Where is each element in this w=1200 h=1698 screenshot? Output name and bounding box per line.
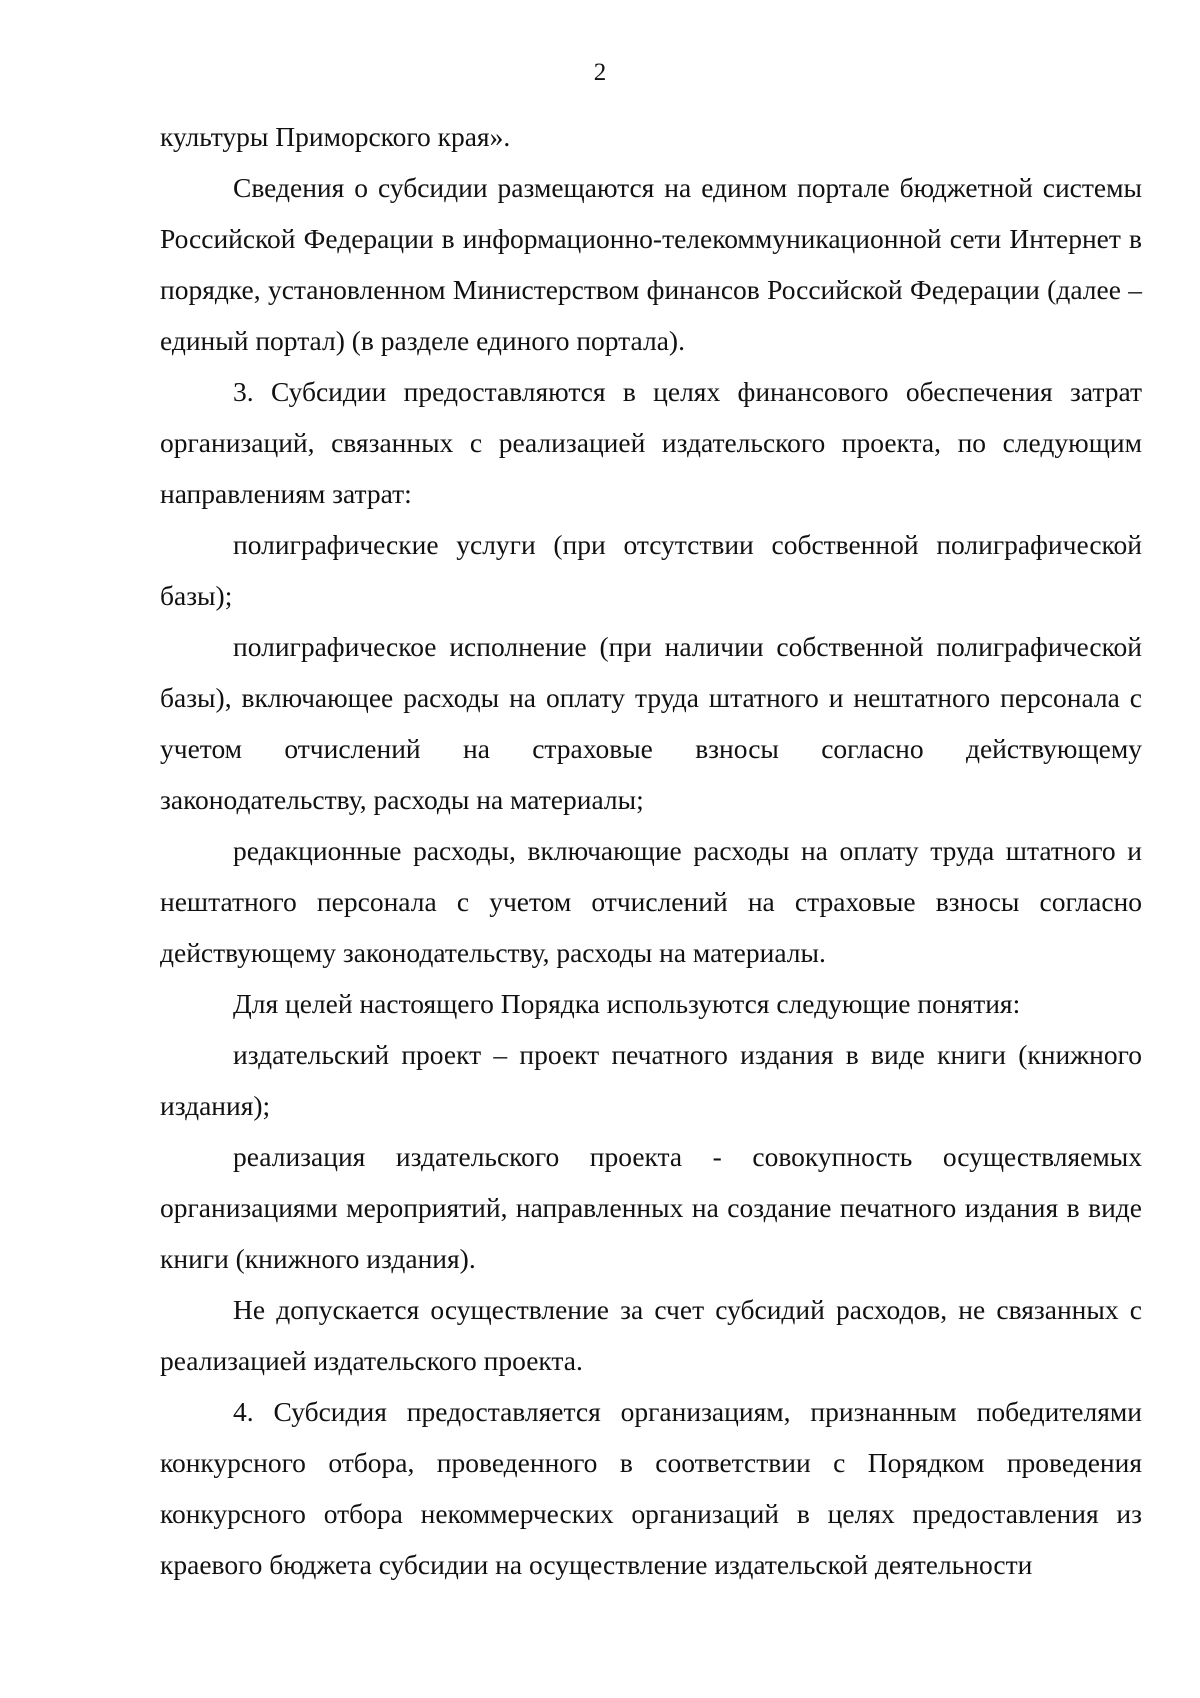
paragraph-printing-services: полиграфические услуги (при отсутствии собственной полиграфической базы); [160, 529, 1142, 611]
paragraph-printing-execution: полиграфическое исполнение (при наличии собственной полиграфической базы), включающее расходы на оплату труда штатного и нештатного персонала с учетом отчислений на страховые взносы согласно действующему законодательству, расходы на материалы; [160, 631, 1142, 815]
paragraph-definitions-intro: Для целей настоящего Порядка используются следующие понятия: [233, 988, 1021, 1019]
document-body [160, 111, 1142, 1590]
paragraph-definition-implementation: реализация издательского проекта - совокупность осуществляемых организациями мероприятий, направленных на создание печатного издания в виде книги (книжного издания). [160, 1141, 1142, 1274]
paragraph-subsidy-info: Сведения о субсидии размещаются на едином портале бюджетной системы Российской Федерации в информационно-телекоммуникационной сети Интернет в порядке, установленном Министерством финансов Российской Федерации (далее – единый портал) (в разделе единого портала). [160, 172, 1142, 356]
page-number: 2 [593, 59, 607, 86]
paragraph-culture-continuation: культуры Приморского края». [160, 121, 511, 152]
paragraph-definition-project: издательский проект – проект печатного издания в виде книги (книжного издания); [160, 1039, 1142, 1121]
paragraph-unrelated-expenses: Не допускается осуществление за счет субсидий расходов, не связанных с реализацией издательского проекта. [160, 1294, 1142, 1376]
paragraph-editorial-expenses: редакционные расходы, включающие расходы на оплату труда штатного и нештатного персонала с учетом отчислений на страховые взносы согласно действующему законодательству, расходы на материалы. [160, 835, 1142, 968]
paragraph-item-3: 3. Субсидии предоставляются в целях финансового обеспечения затрат организаций, связанных с реализацией издательского проекта, по следующим направлениям затрат: [160, 376, 1142, 509]
paragraph-item-4: 4. Субсидия предоставляется организациям, признанным победителями конкурсного отбора, проведенного в соответствии с Порядком проведения конкурсного отбора некоммерческих организаций в целях предоставления из краевого бюджета субсидии на осуществление издательской деятельности [160, 1396, 1142, 1580]
